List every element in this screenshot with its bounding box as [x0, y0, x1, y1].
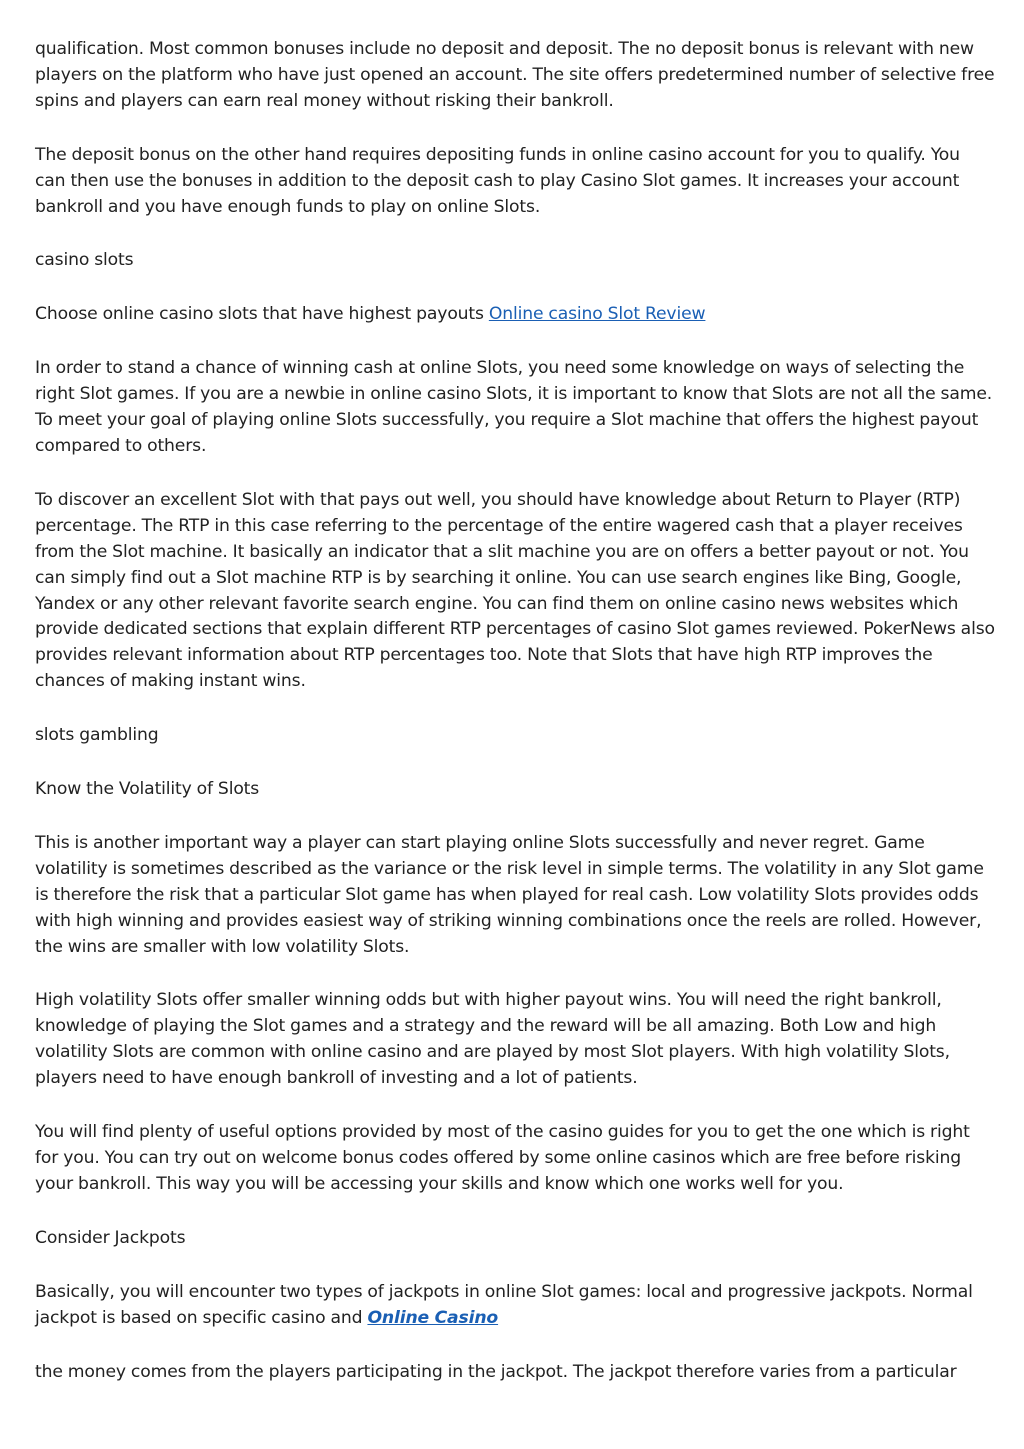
- paragraph-choose-slots: [35, 302, 995, 328]
- choose-slots-text: Choose online casino slots that have highest payouts: [35, 304, 489, 325]
- paragraph-casino-guides: You will find plenty of useful options provided by most of the casino guides for you to get the one which is right for you. You can try out on welcome bonus codes offered by some online casinos which are free before risking your bankroll. This way you will be accessing your skills and know which one works well for you.: [35, 1122, 970, 1194]
- paragraph-high-volatility: High volatility Slots offer smaller winning odds but with higher payout wins. You will need the right bankroll, knowledge of playing the Slot games and a strategy and the reward will be all amazing. Both Low and high volatility Slots are common with online casino and are played by most Slot players. With high volatility Slots, players need to have enough bankroll of investing and a lot of patients.: [35, 990, 950, 1089]
- paragraph-selecting-games: In order to stand a chance of winning cash at online Slots, you need some knowledge on ways of selecting the right Slot games. If you are a newbie in online casino Slots, it is important to know that Slots are not all the same. To meet your goal of playing online Slots successfully, you require a Slot machine that offers the highest payout compared to others.: [35, 358, 993, 456]
- paragraph-deposit-bonus: The deposit bonus on the other hand requires depositing funds in online casino account for you to qualify. You can then use the bonuses in addition to the deposit cash to play Casino Slot games. It increases your account bankroll and you have enough funds to play on online Slots.: [35, 144, 960, 217]
- heading-casino-slots: casino slots: [35, 250, 134, 271]
- paragraph-rtp: To discover an excellent Slot with that pays out well, you should have knowledge about Return to Player (RTP) percentage. The RTP in this case referring to the percentage of the entire wagered cash that a player receives from the Slot machine. It basically an indicator that a slit machine you are on offers a better payout or not. You can simply find out a Slot machine RTP is by searching it online. You can use search engines like Bing, Google, Yandex or any other relevant favorite search engine. You can find them on online casino news websites which provide dedicated sections that explain different RTP percentages of casino Slot games reviewed. PokerNews also provides relevant information about RTP percentages too. Note that Slots that have high RTP improves the chances of making instant wins.: [35, 489, 995, 692]
- document-page: [35, 37, 995, 1413]
- paragraph-low-volatility: This is another important way a player can start playing online Slots successfully and never regret. Game volatility is sometimes described as the variance or the risk level in simple terms. The volatility in any Slot game is therefore the risk that a particular Slot game has when played for real cash. Low volatility Slots provides odds with high winning and provides easiest way of striking winning combinations once the reels are rolled. However, the wins are smaller with low volatility Slots.: [35, 832, 984, 957]
- jackpot-types-text: Basically, you will encounter two types of jackpots in online Slot games: local and progressive jackpots. Normal jackpot is based on specific casino and: [35, 1281, 973, 1328]
- heading-volatility: Know the Volatility of Slots: [35, 779, 260, 800]
- paragraph-bonus-types: qualification. Most common bonuses include no deposit and deposit. The no deposit bonus is relevant with new players on the platform who have just opened an account. The site offers predetermined number of selective free spins and players can earn real money without risking their bankroll.: [35, 39, 995, 111]
- online-casino-link[interactable]: Online Casino: [367, 1307, 499, 1328]
- paragraph-jackpot-money: the money comes from the players participating in the jackpot. The jackpot therefore varies from a particular: [35, 1361, 957, 1382]
- online-casino-slot-review-link[interactable]: Online casino Slot Review: [488, 304, 706, 325]
- heading-jackpots: Consider Jackpots: [35, 1227, 186, 1248]
- heading-slots-gambling: slots gambling: [35, 725, 159, 746]
- paragraph-jackpot-types: [35, 1280, 995, 1332]
